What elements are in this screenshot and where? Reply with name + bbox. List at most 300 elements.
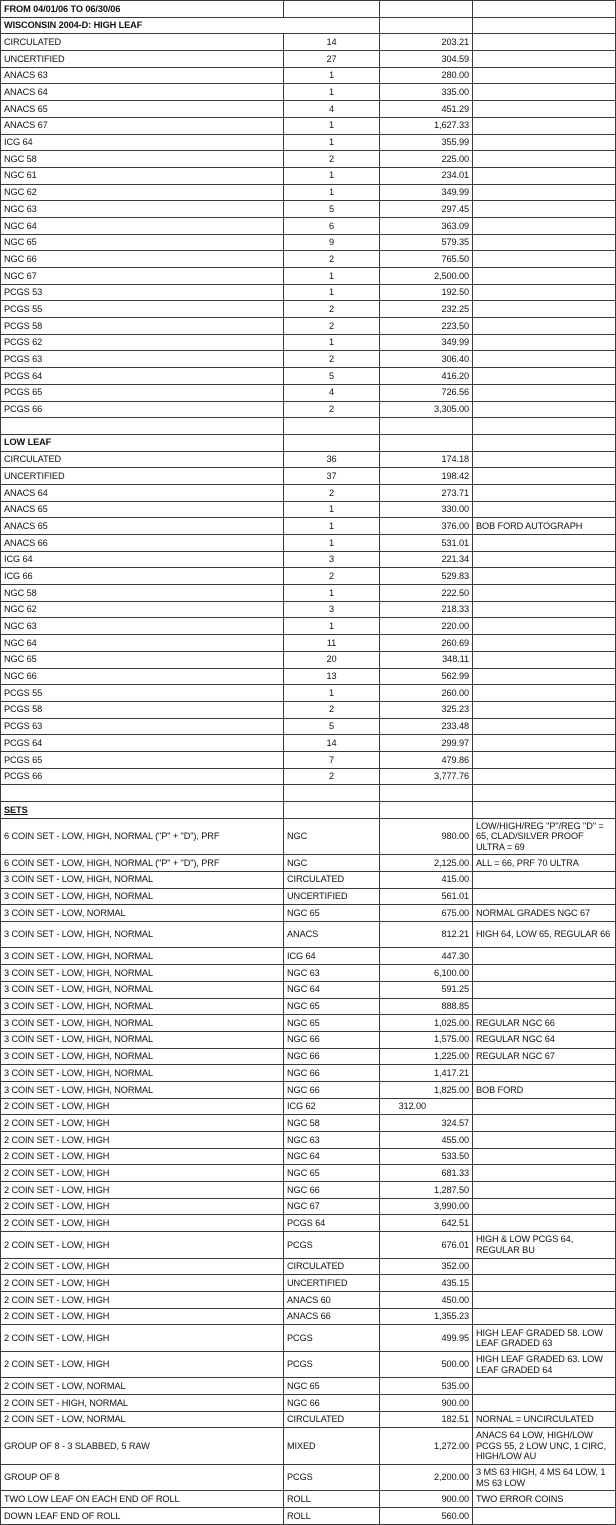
set-row — [1, 948, 616, 965]
table-row — [1, 251, 616, 268]
price-cell: 222.50 — [380, 585, 473, 602]
set-description-cell: 3 COIN SET - LOW, HIGH, NORMAL — [1, 1048, 284, 1065]
count-cell: 2 — [284, 351, 380, 368]
set-price-cell: 560.00 — [380, 1508, 473, 1525]
grade-cell: NGC 65 — [1, 651, 284, 668]
note-cell — [473, 334, 616, 351]
price-cell: 306.40 — [380, 351, 473, 368]
count-cell: 4 — [284, 384, 380, 401]
set-note-cell: ANACS 64 LOW, HIGH/LOW PCGS 55, 2 LOW UNC, 1 CIRC, HIGH/LOW AU — [473, 1428, 616, 1465]
price-cell: 325.23 — [380, 701, 473, 718]
set-description-cell: 2 COIN SET - LOW, HIGH — [1, 1148, 284, 1165]
price-cell: 220.00 — [380, 618, 473, 635]
set-grade-cell: ICG 64 — [284, 948, 380, 965]
table-row — [1, 134, 616, 151]
grade-cell: UNCERTIFIED — [1, 468, 284, 485]
set-note-cell — [473, 1198, 616, 1215]
set-description-cell: 3 COIN SET - LOW, HIGH, NORMAL — [1, 1015, 284, 1032]
grade-cell: NGC 64 — [1, 635, 284, 652]
count-cell: 1 — [284, 284, 380, 301]
set-price-cell: 1,287.50 — [380, 1182, 473, 1199]
count-cell: 14 — [284, 34, 380, 51]
set-price-cell: 435.15 — [380, 1275, 473, 1292]
set-note-cell — [473, 1098, 616, 1115]
price-cell: 363.09 — [380, 217, 473, 234]
grade-cell: PCGS 64 — [1, 368, 284, 385]
grade-cell: PCGS 55 — [1, 685, 284, 702]
note-cell — [473, 568, 616, 585]
price-cell: 349.99 — [380, 184, 473, 201]
set-price-cell: 2,200.00 — [380, 1464, 473, 1491]
empty-cell — [380, 17, 473, 34]
set-row — [1, 1015, 616, 1032]
grade-cell: ANACS 63 — [1, 67, 284, 84]
grade-cell: PCGS 58 — [1, 318, 284, 335]
set-grade-cell: NGC 64 — [284, 981, 380, 998]
price-cell: 330.00 — [380, 501, 473, 518]
count-cell: 36 — [284, 451, 380, 468]
price-cell: 765.50 — [380, 251, 473, 268]
price-cell: 218.33 — [380, 601, 473, 618]
set-grade-cell: PCGS — [284, 1325, 380, 1352]
date-range-row — [1, 1, 616, 18]
price-cell: 192.50 — [380, 284, 473, 301]
set-row — [1, 905, 616, 922]
set-grade-cell: CIRCULATED — [284, 1258, 380, 1275]
grade-cell: PCGS 66 — [1, 401, 284, 418]
set-grade-cell: NGC 66 — [284, 1031, 380, 1048]
set-row — [1, 1464, 616, 1491]
grade-cell: NGC 61 — [1, 167, 284, 184]
grade-cell: ICG 66 — [1, 568, 284, 585]
count-cell: 5 — [284, 368, 380, 385]
set-price-cell: 1,825.00 — [380, 1081, 473, 1098]
price-cell: 223.50 — [380, 318, 473, 335]
count-cell: 14 — [284, 735, 380, 752]
table-row — [1, 685, 616, 702]
grade-cell: ANACS 65 — [1, 101, 284, 118]
note-cell — [473, 284, 616, 301]
note-cell — [473, 318, 616, 335]
set-description-cell: 3 COIN SET - LOW, HIGH, NORMAL — [1, 1065, 284, 1082]
empty-cell — [473, 1, 616, 18]
set-description-cell: 3 COIN SET - LOW, HIGH, NORMAL — [1, 871, 284, 888]
set-price-cell: 900.00 — [380, 1395, 473, 1412]
table-row — [1, 34, 616, 51]
set-row — [1, 1325, 616, 1352]
empty-cell — [473, 785, 616, 802]
count-cell: 5 — [284, 201, 380, 218]
grade-cell: NGC 65 — [1, 234, 284, 251]
note-cell — [473, 301, 616, 318]
count-cell: 1 — [284, 134, 380, 151]
set-note-cell: LOW/HIGH/REG "P"/REG "D" = 65, CLAD/SILVER PROOF ULTRA = 69 — [473, 818, 616, 855]
table-row — [1, 201, 616, 218]
set-price-cell: 415.00 — [380, 871, 473, 888]
set-price-cell: 888.85 — [380, 998, 473, 1015]
set-note-cell — [473, 1182, 616, 1199]
table-row — [1, 84, 616, 101]
set-row — [1, 1351, 616, 1378]
set-row — [1, 1148, 616, 1165]
table-row — [1, 334, 616, 351]
empty-cell — [284, 1, 380, 18]
set-description-cell: 2 COIN SET - LOW, HIGH — [1, 1098, 284, 1115]
count-cell: 1 — [284, 535, 380, 552]
table-row — [1, 718, 616, 735]
set-price-cell: 455.00 — [380, 1132, 473, 1149]
set-row — [1, 855, 616, 872]
set-note-cell — [473, 998, 616, 1015]
price-cell: 233.48 — [380, 718, 473, 735]
count-cell: 2 — [284, 251, 380, 268]
set-description-cell: 2 COIN SET - LOW, HIGH — [1, 1182, 284, 1199]
set-price-cell: 500.00 — [380, 1351, 473, 1378]
set-description-cell: GROUP OF 8 - 3 SLABBED, 5 RAW — [1, 1428, 284, 1465]
set-description-cell: 3 COIN SET - LOW, HIGH, NORMAL — [1, 1031, 284, 1048]
set-description-cell: 2 COIN SET - LOW, HIGH — [1, 1351, 284, 1378]
note-cell — [473, 351, 616, 368]
set-grade-cell: PCGS — [284, 1232, 380, 1259]
set-note-cell — [473, 1065, 616, 1082]
price-cell: 203.21 — [380, 34, 473, 51]
set-note-cell — [473, 1308, 616, 1325]
set-description-cell: 3 COIN SET - LOW, HIGH, NORMAL — [1, 965, 284, 982]
set-note-cell — [473, 1258, 616, 1275]
set-grade-cell: PCGS 64 — [284, 1215, 380, 1232]
set-grade-cell: NGC 65 — [284, 1165, 380, 1182]
grade-cell: ANACS 67 — [1, 117, 284, 134]
set-row — [1, 1411, 616, 1428]
grade-cell: UNCERTIFIED — [1, 51, 284, 68]
note-cell — [473, 217, 616, 234]
set-grade-cell: NGC 66 — [284, 1395, 380, 1412]
set-row — [1, 1275, 616, 1292]
grade-cell: PCGS 62 — [1, 334, 284, 351]
set-price-cell: 324.57 — [380, 1115, 473, 1132]
count-cell: 1 — [284, 501, 380, 518]
set-note-cell — [473, 1378, 616, 1395]
set-row — [1, 1048, 616, 1065]
price-cell: 479.86 — [380, 751, 473, 768]
table-row — [1, 351, 616, 368]
set-note-cell — [473, 1115, 616, 1132]
set-row — [1, 1182, 616, 1199]
set-grade-cell: NGC 67 — [284, 1198, 380, 1215]
set-grade-cell: ANACS 60 — [284, 1292, 380, 1309]
table-row — [1, 585, 616, 602]
set-row — [1, 1031, 616, 1048]
set-row — [1, 1428, 616, 1465]
note-cell — [473, 651, 616, 668]
price-cell: 349.99 — [380, 334, 473, 351]
empty-cell — [284, 434, 380, 451]
note-cell: BOB FORD AUTOGRAPH — [473, 518, 616, 535]
set-price-cell: 681.33 — [380, 1165, 473, 1182]
empty-cell — [284, 418, 380, 435]
table-row — [1, 484, 616, 501]
set-note-cell — [473, 1215, 616, 1232]
note-cell — [473, 618, 616, 635]
set-grade-cell: CIRCULATED — [284, 871, 380, 888]
price-cell: 297.45 — [380, 201, 473, 218]
set-grade-cell: CIRCULATED — [284, 1411, 380, 1428]
set-description-cell: 2 COIN SET - LOW, HIGH — [1, 1215, 284, 1232]
price-cell: 198.42 — [380, 468, 473, 485]
set-description-cell: 3 COIN SET - LOW, HIGH, NORMAL — [1, 998, 284, 1015]
note-cell — [473, 685, 616, 702]
high-leaf-header-row — [1, 17, 616, 34]
set-description-cell: 2 COIN SET - LOW, HIGH — [1, 1232, 284, 1259]
table-row — [1, 268, 616, 285]
set-grade-cell: MIXED — [284, 1428, 380, 1465]
table-row — [1, 217, 616, 234]
count-cell: 2 — [284, 318, 380, 335]
set-row — [1, 1292, 616, 1309]
set-note-cell — [473, 1275, 616, 1292]
table-row — [1, 635, 616, 652]
count-cell: 1 — [284, 117, 380, 134]
set-price-cell: 1,417.21 — [380, 1065, 473, 1082]
table-row — [1, 735, 616, 752]
set-row — [1, 1258, 616, 1275]
set-price-cell: 1,025.00 — [380, 1015, 473, 1032]
spacer-row — [1, 785, 616, 802]
table-row — [1, 468, 616, 485]
note-cell — [473, 451, 616, 468]
price-cell: 174.18 — [380, 451, 473, 468]
set-row — [1, 1081, 616, 1098]
set-grade-cell: NGC 65 — [284, 905, 380, 922]
table-row — [1, 401, 616, 418]
set-price-cell: 1,272.00 — [380, 1428, 473, 1465]
set-grade-cell: NGC 58 — [284, 1115, 380, 1132]
set-note-cell — [473, 1132, 616, 1149]
set-price-cell: 447.30 — [380, 948, 473, 965]
set-row — [1, 921, 616, 948]
set-price-cell: 312.00 — [380, 1098, 473, 1115]
set-grade-cell: ANACS — [284, 921, 380, 948]
count-cell: 4 — [284, 101, 380, 118]
set-grade-cell: NGC 64 — [284, 1148, 380, 1165]
grade-cell: ANACS 64 — [1, 84, 284, 101]
price-cell: 335.00 — [380, 84, 473, 101]
set-row — [1, 1232, 616, 1259]
count-cell: 2 — [284, 151, 380, 168]
set-price-cell: 3,990.00 — [380, 1198, 473, 1215]
price-cell: 726.56 — [380, 384, 473, 401]
table-body — [1, 1, 616, 1525]
set-description-cell: 2 COIN SET - LOW, NORMAL — [1, 1378, 284, 1395]
set-grade-cell: NGC 65 — [284, 1378, 380, 1395]
count-cell: 1 — [284, 685, 380, 702]
note-cell — [473, 384, 616, 401]
set-description-cell: 6 COIN SET - LOW, HIGH, NORMAL ("P" + "D"), PRF — [1, 818, 284, 855]
count-cell: 1 — [284, 334, 380, 351]
count-cell: 1 — [284, 585, 380, 602]
table-row — [1, 751, 616, 768]
set-grade-cell: ANACS 66 — [284, 1308, 380, 1325]
table-row — [1, 384, 616, 401]
table-row — [1, 167, 616, 184]
set-price-cell: 812.21 — [380, 921, 473, 948]
set-description-cell: 2 COIN SET - LOW, HIGH — [1, 1292, 284, 1309]
set-note-cell — [473, 1292, 616, 1309]
set-note-cell: BOB FORD — [473, 1081, 616, 1098]
set-description-cell: 3 COIN SET - LOW, HIGH, NORMAL — [1, 948, 284, 965]
grade-cell: PCGS 58 — [1, 701, 284, 718]
set-description-cell: 2 COIN SET - LOW, HIGH — [1, 1325, 284, 1352]
set-row — [1, 1215, 616, 1232]
set-grade-cell: ROLL — [284, 1508, 380, 1525]
count-cell: 11 — [284, 635, 380, 652]
table-row — [1, 117, 616, 134]
table-row — [1, 318, 616, 335]
table-row — [1, 535, 616, 552]
set-description-cell: 3 COIN SET - LOW, HIGH, NORMAL — [1, 921, 284, 948]
set-grade-cell: NGC 66 — [284, 1081, 380, 1098]
set-description-cell: 2 COIN SET - LOW, HIGH — [1, 1275, 284, 1292]
set-price-cell: 352.00 — [380, 1258, 473, 1275]
set-row — [1, 965, 616, 982]
note-cell — [473, 67, 616, 84]
table-row — [1, 184, 616, 201]
empty-cell — [473, 17, 616, 34]
set-note-cell — [473, 1165, 616, 1182]
note-cell — [473, 34, 616, 51]
set-description-cell: GROUP OF 8 — [1, 1464, 284, 1491]
set-price-cell: 675.00 — [380, 905, 473, 922]
set-price-cell: 561.01 — [380, 888, 473, 905]
set-grade-cell: PCGS — [284, 1464, 380, 1491]
price-cell: 355.99 — [380, 134, 473, 151]
note-cell — [473, 551, 616, 568]
set-note-cell: HIGH LEAF GRADED 58. LOW LEAF GRADED 63 — [473, 1325, 616, 1352]
table-row — [1, 368, 616, 385]
note-cell — [473, 167, 616, 184]
grade-cell: PCGS 63 — [1, 351, 284, 368]
table-row — [1, 618, 616, 635]
price-cell: 2,500.00 — [380, 268, 473, 285]
set-price-cell: 6,100.00 — [380, 965, 473, 982]
set-price-cell: 900.00 — [380, 1491, 473, 1508]
grade-cell: NGC 58 — [1, 151, 284, 168]
set-description-cell: 3 COIN SET - LOW, HIGH, NORMAL — [1, 981, 284, 998]
set-price-cell: 2,125.00 — [380, 855, 473, 872]
set-price-cell: 980.00 — [380, 818, 473, 855]
set-row — [1, 1115, 616, 1132]
note-cell — [473, 134, 616, 151]
price-cell: 221.34 — [380, 551, 473, 568]
count-cell: 2 — [284, 301, 380, 318]
set-note-cell: HIGH LEAF GRADED 63. LOW LEAF GRADED 64 — [473, 1351, 616, 1378]
count-cell: 2 — [284, 568, 380, 585]
set-row — [1, 818, 616, 855]
table-row — [1, 101, 616, 118]
set-row — [1, 888, 616, 905]
date-range: FROM 04/01/06 TO 06/30/06 — [1, 1, 284, 18]
empty-cell — [1, 418, 284, 435]
note-cell — [473, 768, 616, 785]
note-cell — [473, 201, 616, 218]
grade-cell: PCGS 53 — [1, 284, 284, 301]
price-cell: 1,627.33 — [380, 117, 473, 134]
high-leaf-title: WISCONSIN 2004-D: HIGH LEAF — [1, 17, 380, 34]
set-note-cell: NORMAL GRADES NGC 67 — [473, 905, 616, 922]
grade-cell: NGC 62 — [1, 601, 284, 618]
set-note-cell — [473, 1508, 616, 1525]
grade-cell: ANACS 66 — [1, 535, 284, 552]
set-row — [1, 1098, 616, 1115]
grade-cell: PCGS 65 — [1, 751, 284, 768]
set-description-cell: 3 COIN SET - LOW, NORMAL — [1, 905, 284, 922]
table-row — [1, 668, 616, 685]
count-cell: 7 — [284, 751, 380, 768]
set-description-cell: 2 COIN SET - LOW, HIGH — [1, 1258, 284, 1275]
note-cell — [473, 234, 616, 251]
set-grade-cell: NGC 63 — [284, 1132, 380, 1149]
note-cell — [473, 751, 616, 768]
price-cell: 3,305.00 — [380, 401, 473, 418]
count-cell: 1 — [284, 618, 380, 635]
price-cell: 260.69 — [380, 635, 473, 652]
set-row — [1, 1065, 616, 1082]
count-cell: 5 — [284, 718, 380, 735]
price-cell: 531.01 — [380, 535, 473, 552]
empty-cell — [1, 785, 284, 802]
set-note-cell: 3 MS 63 HIGH, 4 MS 64 LOW, 1 MS 63 LOW — [473, 1464, 616, 1491]
set-description-cell: 2 COIN SET - LOW, HIGH — [1, 1308, 284, 1325]
empty-cell — [473, 802, 616, 819]
grade-cell: NGC 58 — [1, 585, 284, 602]
set-description-cell: 2 COIN SET - LOW, HIGH — [1, 1165, 284, 1182]
set-price-cell: 1,225.00 — [380, 1048, 473, 1065]
set-grade-cell: NGC 65 — [284, 1015, 380, 1032]
empty-cell — [380, 802, 473, 819]
price-cell: 416.20 — [380, 368, 473, 385]
note-cell — [473, 701, 616, 718]
table-row — [1, 518, 616, 535]
set-grade-cell: UNCERTIFIED — [284, 888, 380, 905]
set-row — [1, 1508, 616, 1525]
set-price-cell: 1,355.23 — [380, 1308, 473, 1325]
count-cell: 3 — [284, 551, 380, 568]
set-description-cell: 3 COIN SET - LOW, HIGH, NORMAL — [1, 1081, 284, 1098]
set-row — [1, 871, 616, 888]
set-note-cell — [473, 871, 616, 888]
grade-cell: CIRCULATED — [1, 451, 284, 468]
count-cell: 1 — [284, 184, 380, 201]
table-row — [1, 51, 616, 68]
count-cell: 27 — [284, 51, 380, 68]
set-price-cell: 533.50 — [380, 1148, 473, 1165]
set-note-cell — [473, 1148, 616, 1165]
set-note-cell — [473, 948, 616, 965]
empty-cell — [380, 418, 473, 435]
empty-cell — [380, 434, 473, 451]
grade-cell: PCGS 64 — [1, 735, 284, 752]
set-note-cell: TWO ERROR COINS — [473, 1491, 616, 1508]
note-cell — [473, 117, 616, 134]
set-description-cell: TWO LOW LEAF ON EACH END OF ROLL — [1, 1491, 284, 1508]
low-leaf-header: LOW LEAF — [1, 434, 284, 451]
count-cell: 2 — [284, 768, 380, 785]
set-note-cell: NORNAL = UNCIRCULATED — [473, 1411, 616, 1428]
set-description-cell: 2 COIN SET - LOW, HIGH — [1, 1132, 284, 1149]
grade-cell: NGC 64 — [1, 217, 284, 234]
price-cell: 348.11 — [380, 651, 473, 668]
price-cell: 232.25 — [380, 301, 473, 318]
